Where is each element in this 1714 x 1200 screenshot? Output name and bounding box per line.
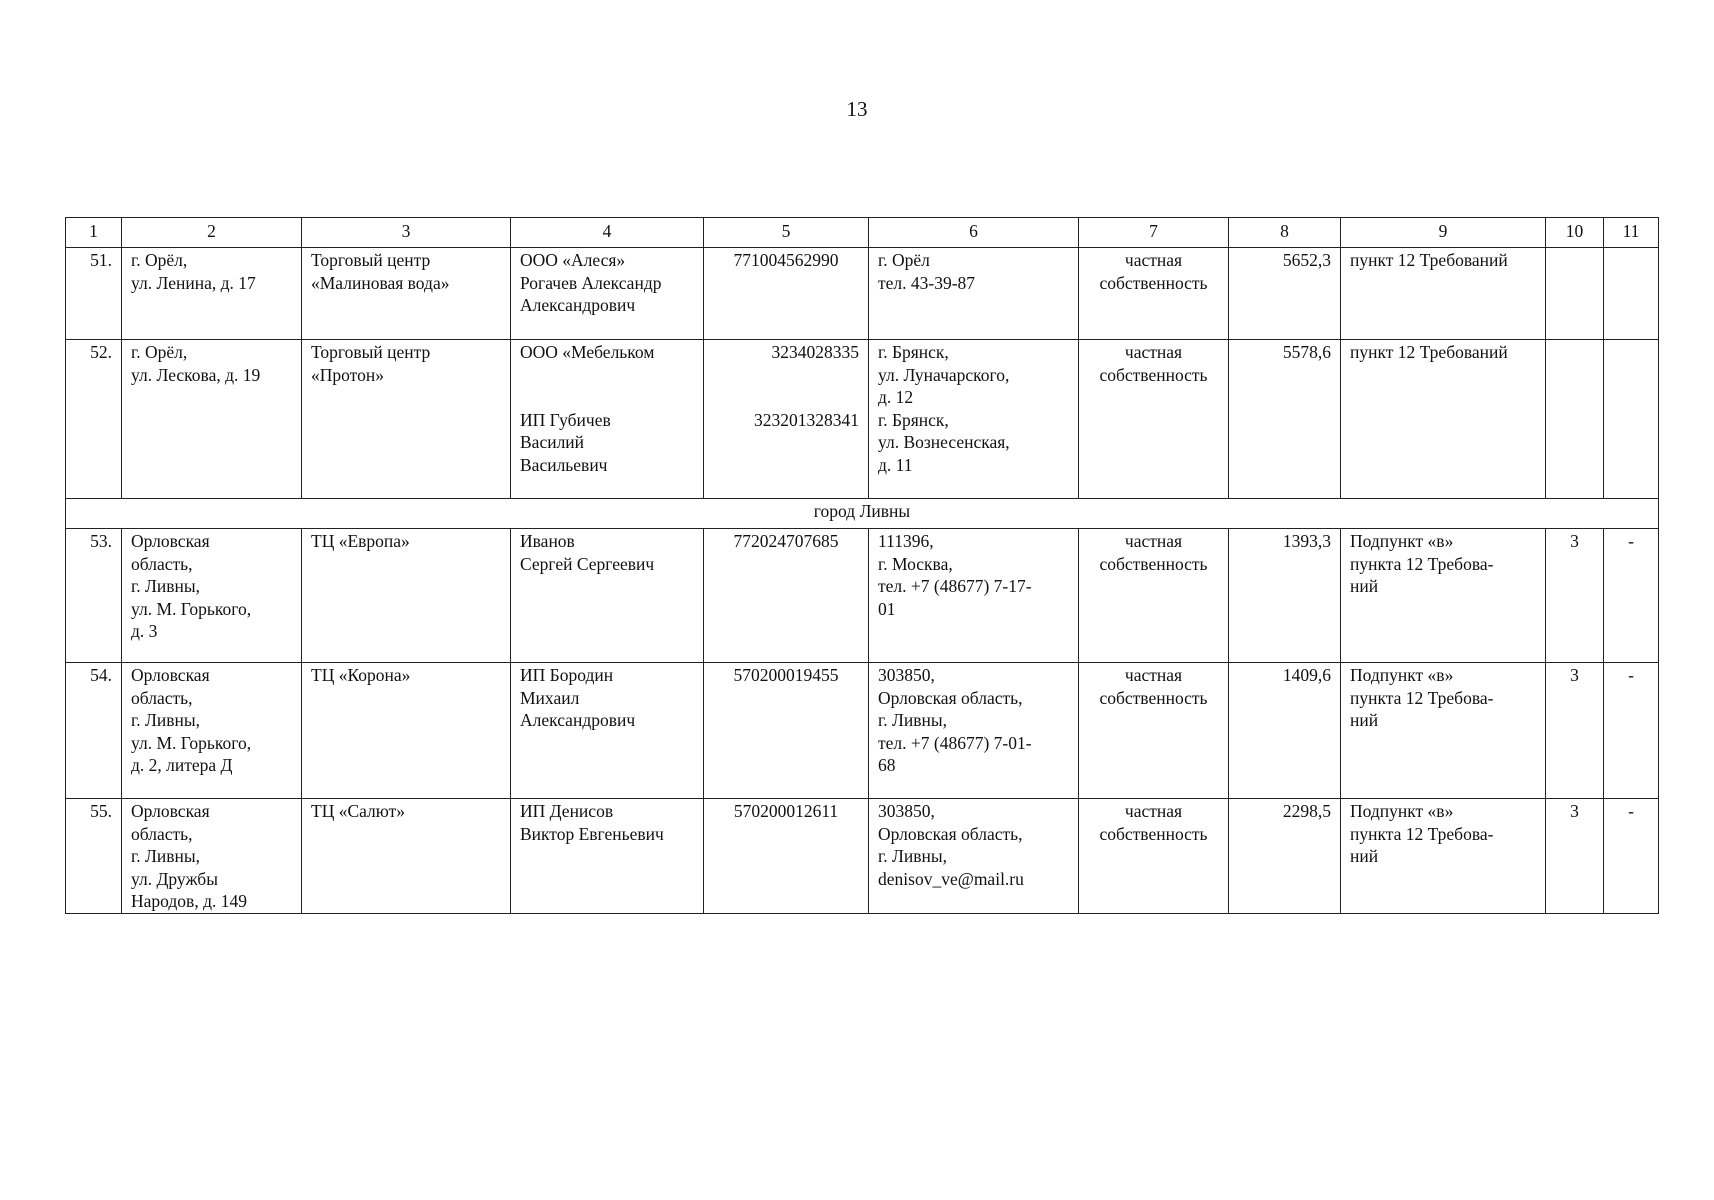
row-number: 55. xyxy=(66,799,122,914)
table-body xyxy=(66,218,1659,914)
row-number: 53. xyxy=(66,529,122,663)
table-row xyxy=(66,663,1659,799)
address-cell: Орловская область, г. Ливны, ул. М. Горького, д. 2, литера Д xyxy=(122,663,302,799)
address-cell: Орловская область, г. Ливны, ул. Дружбы Народов, д. 149 xyxy=(122,799,302,914)
contacts-cell: 111396, г. Москва, тел. +7 (48677) 7-17- 01 xyxy=(869,529,1079,663)
column-header: 2 xyxy=(122,218,302,248)
area-cell: 5652,3 xyxy=(1229,248,1341,340)
inn-cell: 570200012611 xyxy=(704,799,869,914)
object-name-cell: Торговый центр «Протон» xyxy=(302,340,511,499)
table-row xyxy=(66,340,1659,499)
table-row xyxy=(66,248,1659,340)
owner-cell: ИП Денисов Виктор Евгеньевич xyxy=(511,799,704,914)
object-name-cell: ТЦ «Салют» xyxy=(302,799,511,914)
column-11-cell xyxy=(1604,340,1659,499)
object-name-cell: ТЦ «Европа» xyxy=(302,529,511,663)
area-cell: 5578,6 xyxy=(1229,340,1341,499)
column-header: 6 xyxy=(869,218,1079,248)
basis-cell: пункт 12 Требований xyxy=(1341,248,1546,340)
contacts-cell: г. Орёл тел. 43-39-87 xyxy=(869,248,1079,340)
row-number: 51. xyxy=(66,248,122,340)
column-11-cell: - xyxy=(1604,529,1659,663)
area-cell: 1393,3 xyxy=(1229,529,1341,663)
basis-cell: Подпункт «в» пункта 12 Требова- ний xyxy=(1341,799,1546,914)
column-10-cell: 3 xyxy=(1546,799,1604,914)
area-cell: 2298,5 xyxy=(1229,799,1341,914)
address-cell: г. Орёл, ул. Лескова, д. 19 xyxy=(122,340,302,499)
row-number: 52. xyxy=(66,340,122,499)
column-11-cell xyxy=(1604,248,1659,340)
city-heading: город Ливны xyxy=(66,499,1659,529)
column-10-cell xyxy=(1546,248,1604,340)
column-11-cell: - xyxy=(1604,663,1659,799)
inn-cell: 3234028335 323201328341 xyxy=(704,340,869,499)
column-header: 7 xyxy=(1079,218,1229,248)
owner-cell: ООО «Мебельком ИП Губичев Василий Васильевич xyxy=(511,340,704,499)
table-row xyxy=(66,529,1659,663)
ownership-cell: частная собственность xyxy=(1079,663,1229,799)
column-header: 11 xyxy=(1604,218,1659,248)
row-number: 54. xyxy=(66,663,122,799)
column-header: 5 xyxy=(704,218,869,248)
contacts-cell: г. Брянск, ул. Луначарского, д. 12 г. Брянск, ул. Вознесенская, д. 11 xyxy=(869,340,1079,499)
address-cell: Орловская область, г. Ливны, ул. М. Горького, д. 3 xyxy=(122,529,302,663)
ownership-cell: частная собственность xyxy=(1079,248,1229,340)
column-header: 3 xyxy=(302,218,511,248)
owner-cell: Иванов Сергей Сергеевич xyxy=(511,529,704,663)
inn-cell: 772024707685 xyxy=(704,529,869,663)
registry-table xyxy=(65,217,1659,914)
column-11-cell: - xyxy=(1604,799,1659,914)
table-row xyxy=(66,799,1659,914)
column-10-cell: 3 xyxy=(1546,663,1604,799)
contacts-cell: 303850, Орловская область, г. Ливны, denisov_ve@mail.ru xyxy=(869,799,1079,914)
column-number-row xyxy=(66,218,1659,248)
column-header: 10 xyxy=(1546,218,1604,248)
basis-cell: Подпункт «в» пункта 12 Требова- ний xyxy=(1341,663,1546,799)
column-header: 1 xyxy=(66,218,122,248)
address-cell: г. Орёл, ул. Ленина, д. 17 xyxy=(122,248,302,340)
inn-cell: 570200019455 xyxy=(704,663,869,799)
city-section-row xyxy=(66,499,1659,529)
object-name-cell: ТЦ «Корона» xyxy=(302,663,511,799)
owner-cell: ИП Бородин Михаил Александрович xyxy=(511,663,704,799)
column-header: 4 xyxy=(511,218,704,248)
column-header: 8 xyxy=(1229,218,1341,248)
basis-cell: пункт 12 Требований xyxy=(1341,340,1546,499)
page-number: 13 xyxy=(846,97,868,121)
ownership-cell: частная собственность xyxy=(1079,799,1229,914)
inn-cell: 771004562990 xyxy=(704,248,869,340)
ownership-cell: частная собственность xyxy=(1079,529,1229,663)
basis-cell: Подпункт «в» пункта 12 Требова- ний xyxy=(1341,529,1546,663)
column-10-cell xyxy=(1546,340,1604,499)
ownership-cell: частная собственность xyxy=(1079,340,1229,499)
object-name-cell: Торговый центр «Малиновая вода» xyxy=(302,248,511,340)
contacts-cell: 303850, Орловская область, г. Ливны, тел. +7 (48677) 7-01- 68 xyxy=(869,663,1079,799)
area-cell: 1409,6 xyxy=(1229,663,1341,799)
column-10-cell: 3 xyxy=(1546,529,1604,663)
column-header: 9 xyxy=(1341,218,1546,248)
owner-cell: ООО «Алеся» Рогачев Александр Александрович xyxy=(511,248,704,340)
